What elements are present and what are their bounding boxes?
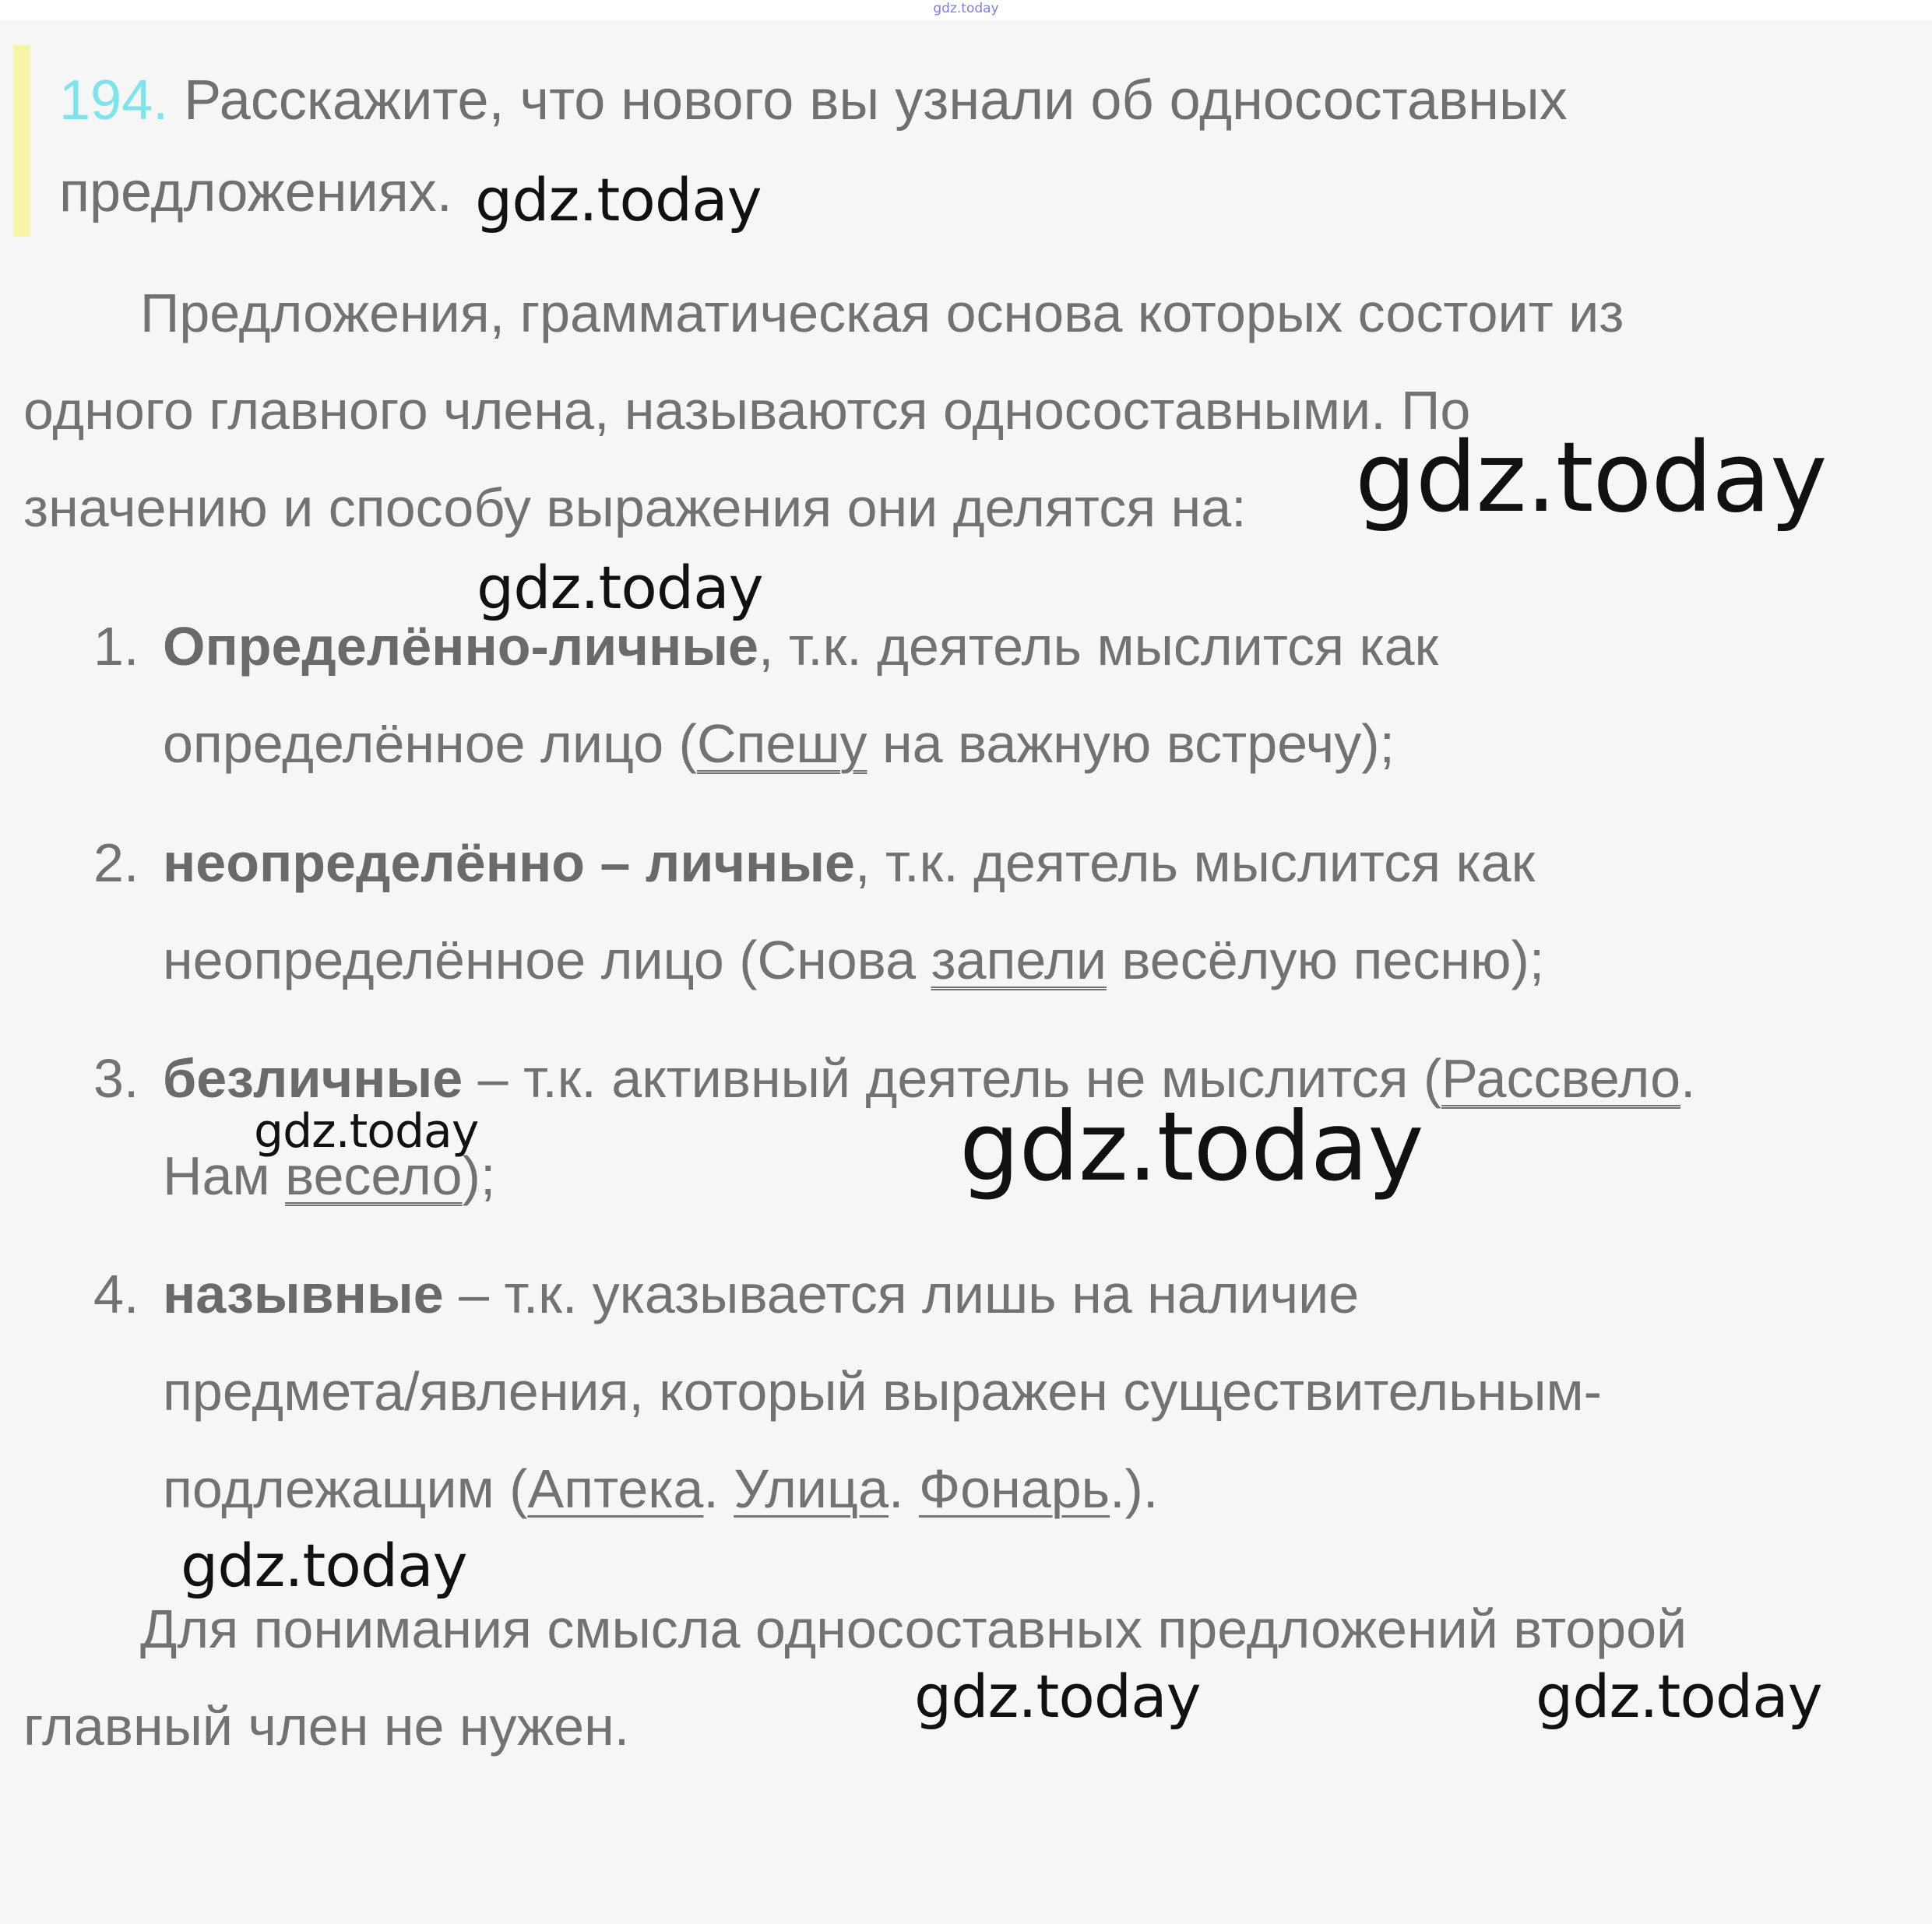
watermark: gdz.today [475, 165, 762, 234]
intro-line1: Предложения, грамматическая основа которых состоит из [140, 283, 1624, 343]
list-item-text: ); [462, 1145, 496, 1206]
list-item-text: . [889, 1458, 919, 1519]
list-item-number: 4. [93, 1264, 139, 1324]
example-predicate: Рассвело [1441, 1048, 1681, 1109]
example-predicate: весело [285, 1145, 463, 1206]
example-subject: Аптека [527, 1458, 704, 1519]
task-number: 194. [59, 69, 169, 132]
task-heading [59, 55, 1835, 238]
list-item-text: подлежащим ( [163, 1458, 528, 1519]
example-subject: Улица [734, 1458, 889, 1519]
list-item-text: на важную встречу); [867, 713, 1395, 774]
list-item-term: неопределённо – личные [163, 832, 855, 893]
watermark: gdz.today [1536, 1662, 1822, 1731]
list-item-text: – т.к. указывается лишь на наличие [443, 1264, 1360, 1324]
list-item [93, 814, 1884, 1017]
list-item-text: . [703, 1458, 734, 1519]
watermark: gdz.today [181, 1531, 467, 1600]
list-item-text: определённое лицо ( [163, 713, 697, 774]
top-watermark: gdz.today [933, 1, 999, 16]
task-text-line1: Расскажите, что нового вы узнали об односоставных [184, 69, 1568, 132]
list-item-text: Нам [163, 1145, 286, 1206]
example-predicate: Спешу [696, 713, 867, 774]
watermark: gdz.today [477, 553, 763, 622]
task-text-line2: предложениях. [59, 161, 452, 223]
conclusion-line1: Для понимания смысла односоставных предложений второй [140, 1599, 1687, 1659]
list-item-number: 1. [93, 616, 139, 677]
list-item [93, 1246, 1884, 1546]
list-item-term: Определённо-личные [163, 616, 758, 677]
list-item-term: назывные [163, 1264, 444, 1324]
task-highlight-bar [13, 45, 30, 237]
list-item-text: – т.к. активный деятель не мыслится ( [463, 1048, 1442, 1109]
list-item-text: .). [1110, 1458, 1159, 1519]
conclusion-line2: главный член не нужен. [23, 1696, 630, 1757]
list-item-text: , т.к. деятель мыслится как [854, 832, 1536, 893]
intro-line2: одного главного члена, называются односоставными. По [23, 380, 1471, 441]
watermark: gdz.today [254, 1104, 479, 1159]
list-item-text: неопределённое лицо (Снова [163, 930, 931, 990]
list-item-number: 3. [93, 1048, 139, 1109]
list-item-number: 2. [93, 832, 139, 893]
watermark: gdz.today [959, 1092, 1423, 1202]
list-item-term: безличные [163, 1048, 463, 1109]
intro-line3: значению и способу выражения они делятся на: [23, 477, 1247, 538]
example-subject: Фонарь [918, 1458, 1110, 1519]
list-item-text: весёлую песню); [1106, 930, 1545, 990]
list-item-text: . [1680, 1048, 1696, 1109]
watermark: gdz.today [1355, 422, 1827, 534]
watermark: gdz.today [914, 1662, 1201, 1731]
example-predicate: запели [931, 930, 1107, 990]
list-item-text: , т.к. деятель мыслится как [758, 616, 1439, 677]
list-item-text: предмета/явления, который выражен существительным- [163, 1361, 1602, 1422]
list-item [93, 598, 1884, 800]
